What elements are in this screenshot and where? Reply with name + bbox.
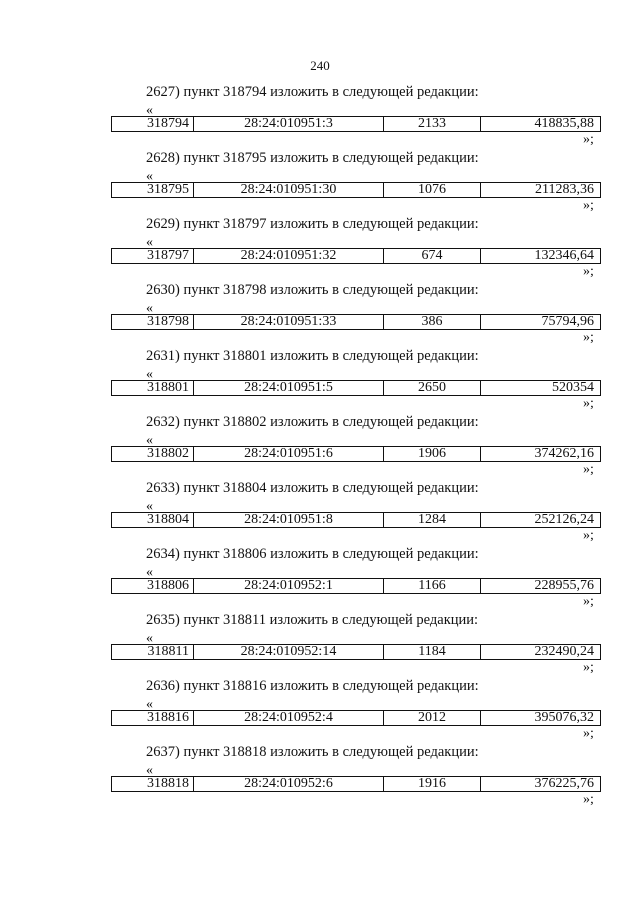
cadastral-number-cell: 28:24:010951:3 [194,117,384,132]
opening-quote: « [146,565,153,580]
table-row [112,447,601,462]
area-cell: 1166 [384,579,481,594]
closing-quote: »; [583,330,594,345]
cadastral-number-cell: 28:24:010952:6 [194,777,384,792]
cadastral-number-cell: 28:24:010951:32 [194,249,384,264]
area-cell: 1284 [384,513,481,528]
opening-quote: « [146,301,153,316]
cadastral-number-cell: 28:24:010951:33 [194,315,384,330]
amendment-entry [0,678,640,744]
item-number-cell: 318818 [112,777,194,792]
table-row [112,117,601,132]
entry-table [111,446,601,462]
value-cell: 395076,32 [481,711,601,726]
opening-quote: « [146,367,153,382]
area-cell: 1184 [384,645,481,660]
value-cell: 374262,16 [481,447,601,462]
area-cell: 674 [384,249,481,264]
item-number-cell: 318801 [112,381,194,396]
entry-heading: 2637) пункт 318818 изложить в следующей редакции: [146,744,479,760]
value-cell: 211283,36 [481,183,601,198]
item-number-cell: 318806 [112,579,194,594]
entry-heading: 2628) пункт 318795 изложить в следующей редакции: [146,150,479,166]
cadastral-number-cell: 28:24:010951:6 [194,447,384,462]
item-number-cell: 318797 [112,249,194,264]
amendment-entry [0,282,640,348]
closing-quote: »; [583,396,594,411]
amendment-entry [0,546,640,612]
table-row [112,513,601,528]
closing-quote: »; [583,660,594,675]
table-row [112,579,601,594]
entry-heading: 2627) пункт 318794 изложить в следующей редакции: [146,84,479,100]
area-cell: 1906 [384,447,481,462]
item-number-cell: 318804 [112,513,194,528]
value-cell: 520354 [481,381,601,396]
closing-quote: »; [583,462,594,477]
closing-quote: »; [583,726,594,741]
closing-quote: »; [583,132,594,147]
entry-heading: 2630) пункт 318798 изложить в следующей редакции: [146,282,479,298]
area-cell: 2133 [384,117,481,132]
entry-heading: 2634) пункт 318806 изложить в следующей редакции: [146,546,479,562]
area-cell: 386 [384,315,481,330]
closing-quote: »; [583,528,594,543]
item-number-cell: 318798 [112,315,194,330]
opening-quote: « [146,697,153,712]
entry-table [111,248,601,264]
value-cell: 132346,64 [481,249,601,264]
entry-table [111,776,601,792]
item-number-cell: 318802 [112,447,194,462]
entry-table [111,644,601,660]
table-row [112,183,601,198]
amendment-entry [0,348,640,414]
cadastral-number-cell: 28:24:010952:1 [194,579,384,594]
entry-table [111,578,601,594]
value-cell: 75794,96 [481,315,601,330]
amendment-entry [0,744,640,810]
opening-quote: « [146,631,153,646]
area-cell: 2650 [384,381,481,396]
table-row [112,249,601,264]
entry-table [111,512,601,528]
value-cell: 232490,24 [481,645,601,660]
cadastral-number-cell: 28:24:010952:4 [194,711,384,726]
amendment-entry [0,150,640,216]
table-row [112,777,601,792]
opening-quote: « [146,235,153,250]
item-number-cell: 318811 [112,645,194,660]
table-row [112,315,601,330]
closing-quote: »; [583,792,594,807]
cadastral-number-cell: 28:24:010952:14 [194,645,384,660]
amendment-list [0,84,640,810]
amendment-entry [0,414,640,480]
entry-heading: 2633) пункт 318804 изложить в следующей редакции: [146,480,479,496]
cadastral-number-cell: 28:24:010951:5 [194,381,384,396]
cadastral-number-cell: 28:24:010951:8 [194,513,384,528]
entry-table [111,380,601,396]
area-cell: 1076 [384,183,481,198]
amendment-entry [0,612,640,678]
table-row [112,381,601,396]
area-cell: 1916 [384,777,481,792]
entry-table [111,314,601,330]
entry-table [111,710,601,726]
opening-quote: « [146,169,153,184]
entry-heading: 2629) пункт 318797 изложить в следующей редакции: [146,216,479,232]
opening-quote: « [146,103,153,118]
closing-quote: »; [583,594,594,609]
value-cell: 228955,76 [481,579,601,594]
entry-heading: 2636) пункт 318816 изложить в следующей редакции: [146,678,479,694]
entry-table [111,116,601,132]
amendment-entry [0,216,640,282]
table-row [112,711,601,726]
value-cell: 252126,24 [481,513,601,528]
item-number-cell: 318795 [112,183,194,198]
amendment-entry [0,480,640,546]
entry-heading: 2632) пункт 318802 изложить в следующей редакции: [146,414,479,430]
opening-quote: « [146,499,153,514]
value-cell: 376225,76 [481,777,601,792]
cadastral-number-cell: 28:24:010951:30 [194,183,384,198]
entry-heading: 2631) пункт 318801 изложить в следующей редакции: [146,348,479,364]
entry-table [111,182,601,198]
amendment-entry [0,84,640,150]
closing-quote: »; [583,198,594,213]
item-number-cell: 318816 [112,711,194,726]
opening-quote: « [146,763,153,778]
page-number: 240 [310,58,330,73]
entry-heading: 2635) пункт 318811 изложить в следующей редакции: [146,612,479,628]
closing-quote: »; [583,264,594,279]
table-row [112,645,601,660]
value-cell: 418835,88 [481,117,601,132]
item-number-cell: 318794 [112,117,194,132]
area-cell: 2012 [384,711,481,726]
opening-quote: « [146,433,153,448]
